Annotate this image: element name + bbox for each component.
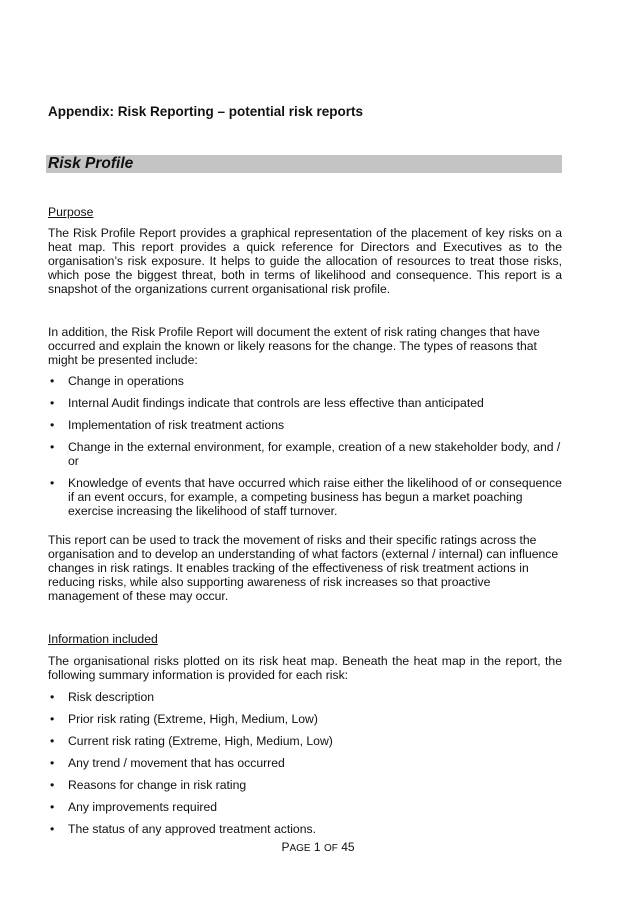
information-included-heading: Information included (48, 632, 158, 646)
section-banner (46, 155, 562, 173)
footer-of-word: OF (323, 843, 338, 854)
list-item: • The status of any approved treatment actions. (50, 822, 316, 836)
footer-page-initial: P (281, 840, 290, 854)
bullet-icon: • (50, 712, 55, 726)
footer-total-pages: 45 (341, 840, 355, 854)
purpose-paragraph-2: In addition, the Risk Profile Report will document the extent of risk rating changes that have occurred and explain the known or likely reasons for the change. The types of reasons that might be presented include: (48, 325, 540, 367)
document-title: Appendix: Risk Reporting – potential risk reports (48, 104, 364, 119)
bullet-icon: • (50, 418, 55, 432)
information-included-paragraph: The organisational risks plotted on its risk heat map. Beneath the heat map in the report, the following summary information is provided for each risk: (48, 654, 562, 682)
list-item: • Change in operations (50, 374, 184, 388)
bullet-icon: • (50, 476, 55, 490)
footer-page-number: 1 (313, 840, 321, 854)
reasons-list (48, 374, 562, 518)
list-item: • Current risk rating (Extreme, High, Medium, Low) (50, 734, 333, 748)
bullet-icon: • (50, 822, 55, 836)
page-footer (0, 840, 636, 854)
list-item: • Internal Audit findings indicate that controls are less effective than anticipated (50, 396, 484, 410)
list-item: • Risk description (50, 690, 155, 704)
list-item: • Change in the external environment, for example, creation of a new stakeholder body, and / or (50, 440, 561, 468)
bullet-icon: • (50, 734, 55, 748)
list-item: • Any trend / movement that has occurred (50, 756, 285, 770)
purpose-paragraph-1: The Risk Profile Report provides a graphical representation of the placement of key risks on a heat map. This report provides a quick reference for Directors and Executives as to the organisation’s risk exposure. It helps to guide the allocation of resources to treat those risks, which pose the biggest threat, both in terms of likelihood and consequence. This report is a snapshot of the organizations current organisational risk profile. (48, 226, 562, 296)
list-item: • Knowledge of events that have occurred which raise either the likelihood of or consequence if an event occurs, for example, a competing business has begun a market poaching exercise increasing the likelihood of staff turnover. (50, 476, 562, 518)
purpose-heading: Purpose (48, 205, 94, 219)
list-item: • Reasons for change in risk rating (50, 778, 247, 792)
footer-page-word: AGE (289, 843, 311, 854)
list-item: • Any improvements required (50, 800, 218, 814)
bullet-icon: • (50, 690, 55, 704)
section-banner-title: Risk Profile (48, 155, 134, 172)
bullet-icon: • (50, 800, 55, 814)
purpose-paragraph-3: This report can be used to track the movement of risks and their specific ratings across the organisation and to develop an understanding of what factors (external / internal) can influence changes in risk ratings. It enables tracking of the effectiveness of risk treatment actions in reducing risks, while also supporting awareness of risk increases so that proactive management of these may occur. (48, 533, 559, 603)
bullet-icon: • (50, 778, 55, 792)
list-item: • Implementation of risk treatment actions (50, 418, 285, 432)
information-list (48, 690, 562, 836)
bullet-icon: • (50, 374, 55, 388)
bullet-icon: • (50, 396, 55, 410)
bullet-icon: • (50, 756, 55, 770)
bullet-icon: • (50, 440, 55, 454)
list-item: • Prior risk rating (Extreme, High, Medium, Low) (50, 712, 318, 726)
